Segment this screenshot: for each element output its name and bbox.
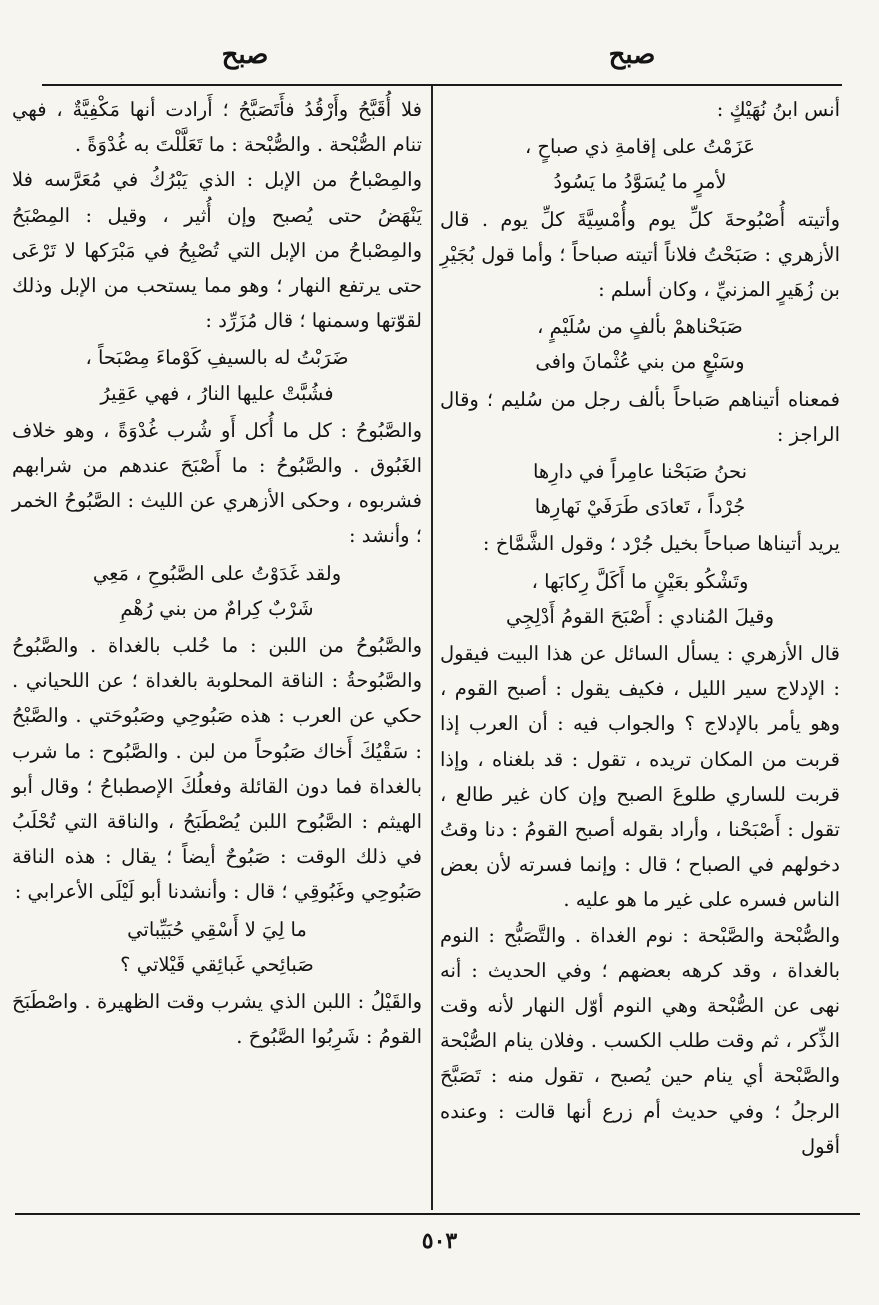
verse-block	[440, 564, 840, 634]
verse-line: وتَشْكُو بعَيْنٍ ما أَكَلَّ رِكابَها ،	[531, 569, 749, 593]
verse-line: نحنُ صَبَحْنا عامِراً في دارِها	[532, 460, 748, 484]
verse-line: صَبَحْناهمْ بألفٍ من سُلَيْمٍ ،	[537, 315, 743, 339]
verse-block	[12, 340, 422, 410]
paragraph: يريد أتيناها صباحاً بخيل جُرْد ؛ وقول الشَّمَّاخ :	[482, 532, 840, 556]
verse-line: ضَرَبْتُ له بالسيفِ كَوْماءَ مِصْبَحاً ،	[85, 346, 349, 370]
column-divider	[431, 86, 433, 1210]
verse-block	[12, 912, 422, 982]
page-number: ٥٠٣	[421, 1228, 458, 1254]
paragraph: والصُّبْحة والصَّبْحة : نوم الغداة . والتَّصَبُّح : النوم بالغداة ، وقد كرهه بعضهم ؛ وفي الحديث : أنه نهى عن الصُّبْحة وهي النوم أوّل النهار لأنه وقت الذِّكر ، ثم وقت طلب الكسب . وفلان ينام الصُّبْحة والصَّبْحة أي ينام حين يُصبح ، تقول منه : تَصَبَّحَ الرجلُ ؛ وفي حديث أم زرع أنها قالت : وعنده أقول	[440, 923, 840, 1158]
verse-line: شَرْبٌ كِرامٌ من بني رُهْمِ	[120, 596, 314, 620]
paragraph: فلا أُقَبَّحُ وأَرْقُدُ فأَتَصَبَّحُ ؛ أَرادت أنها مَكْفِيَّةٌ ، فهي تنام الصُّبْحة . والصُّبْحة : ما تَعَلَّلْتَ به غُدْوَةً .	[12, 98, 422, 157]
paragraph: وأتيته أُصْبُوحةَ كلِّ يوم وأُمْسِيَّةَ كلِّ يوم . قال الأزهري : صَبَحْتُ فلاناً أتيته صباحاً ؛ وأما قول بُجَيْرِ بن زُهَيرٍ المزنيِّ ، وكان أسلم :	[440, 207, 840, 302]
verse-block	[440, 129, 840, 199]
verse-line: عَزَمْتُ على إقامةِ ذي صباحٍ ،	[524, 135, 756, 159]
paragraph: قال الأزهري : يسأل السائل عن هذا البيت فيقول : الإدلاج سير الليل ، فكيف يقول : أصبح القوم ، وهو يأمر بالإدلاج ؟ والجواب فيه : أن العرب إذا قربت من المكان تريده ، تقول : قد بلغناه ، وإذا قربت للساري طلوعَ الصبح وإن كان غير طالع ، تقول : أَصْبَحْنا ، وأراد بقوله أصبح القومُ : دنا وقتُ دخولهم في الصباح ؛ قال : وإنما فسرته لأن بعض الناس فسره على غير ما هو عليه .	[440, 642, 840, 912]
header-word-left: صبح	[221, 40, 269, 70]
top-rule	[42, 84, 842, 86]
verse-line: فشُبَّتْ عليها النارُ ، فهي عَقِيرُ	[100, 381, 334, 405]
verse-line: وسَبْعٍ من بني عُثْمانَ وافى	[535, 350, 745, 374]
verse-line: ما لِيَ لا أَسْقِي حُبَيِّباتي	[127, 917, 307, 941]
left-column	[12, 92, 422, 1054]
paragraph: أنس ابنُ نُهَيْكٍ :	[716, 98, 840, 121]
verse-block	[12, 556, 422, 626]
verse-line: جُرْداً ، تَعادَى طَرَفَيْ نَهارِها	[534, 495, 746, 519]
verse-block	[440, 309, 840, 379]
paragraph: فمعناه أتيناهم صَباحاً بألف رجل من سُليم ؛ وقال الراجز :	[440, 387, 840, 446]
verse-block	[440, 454, 840, 524]
paragraph: والصَّبُوحُ من اللبن : ما حُلب بالغداة . والصَّبُوحُ والصَّبُوحةُ : الناقة المحلوبة بالغداة ؛ عن اللحياني . حكي عن العرب : هذه صَبُوحِي وصَبُوحَتي . والصَّبْحُ : سَقْيُكَ أَخاك صَبُوحاً من لبن . والصَّبُوح : ما شرب بالغداة فما دون القائلة وفعلُكَ الإصطباحُ ؛ وقال أبو الهيثم : الصَّبُوح اللبن يُصْطَبَحُ ، والناقة التي تُحْلَبُ في ذلك الوقت : صَبُوحٌ أيضاً ؛ يقال : هذه الناقة صَبُوحِي وغَبُوقِي ؛ قال : وأنشدنا أبو لَيْلَى الأعرابي :	[12, 634, 422, 904]
right-column	[440, 92, 840, 1164]
verse-line: ولقد غَدَوْتُ على الصَّبُوحِ ، مَعِي	[92, 561, 342, 585]
verse-line: صَبائِحي غَبائِقي قَيْلاتي ؟	[120, 952, 314, 976]
paragraph: والمِصْباحُ من الإبل : الذي يَبْرُكُ في مُعَرَّسه فلا يَنْهَضُ حتى يُصبح وإن أُثير ، وقيل : المِصْبَحُ والمِصْباحُ من الإبل التي تُصْبِحُ في مَبْرَكها لا تَرْعَى حتى يرتفع النهار ؛ وهو مما يستحب من الإبل وذلك لقوّتها وسمنها ؛ قال مُزَرِّد :	[12, 168, 422, 333]
verse-line: لأمرٍ ما يُسَوَّدُ ما يَسُودُ	[553, 170, 727, 194]
verse-line: وقيلَ المُنادي : أَصْبَحَ القومُ أَدْلِجِي	[505, 604, 775, 628]
bottom-rule	[15, 1213, 860, 1215]
header-word-right: صبح	[608, 40, 656, 70]
paragraph: والصَّبُوحُ : كل ما أُكل أَو شُرب غُدْوَةً ، وهو خلاف الغَبُوق . والصَّبُوحُ : ما أَصْبَحَ عندهم من شرابهم فشربوه ، وحكى الأزهري عن الليث : الصَّبُوحُ الخمر ؛ وأنشد :	[12, 418, 422, 548]
paragraph: والقَيْلُ : اللبن الذي يشرب وقت الظهيرة . واصْطَبَحَ القومُ : شَرِبُوا الصَّبُوحَ .	[12, 990, 422, 1049]
